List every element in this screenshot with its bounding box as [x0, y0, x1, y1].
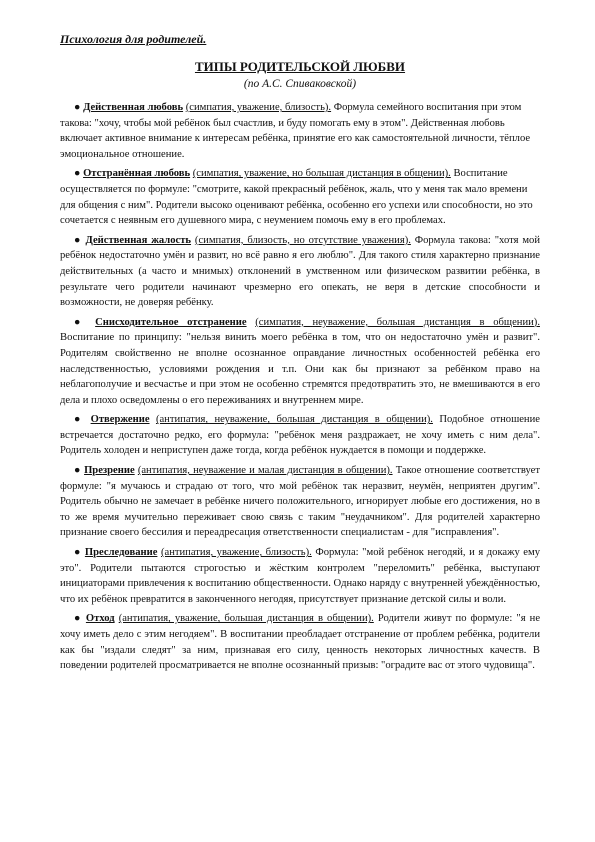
love-type-text: Формула: "мой ребёнок негодяй, и я докажу ему это". Родители пытаются строгостью и жёстким контролем "переломить" ребёнка, выступают инициаторами привлечения к воспитанию общественности. Однако наряду с внутренней убеждённостью, что их ребёнок превратится в законченного негодяя, присутствует признание детской силы и воли.	[60, 547, 541, 605]
love-type-item-6	[60, 463, 540, 541]
bullet-icon: ●	[74, 168, 81, 180]
love-type-descriptor: (антипатия, неуважение и малая дистанция в общении).	[137, 465, 393, 477]
love-type-item-8	[60, 611, 540, 673]
love-type-term: Действенная жалость	[85, 234, 192, 246]
love-type-text: Воспитание по принципу: "нельзя винить моего ребёнка в том, что он недостаточно умён и развит". Родителям свойственно не вполне осознанное оправдание личностных особенностей ребёнка его наследственностью, условиями рождения и т.п. Они как бы признают за ребёнком право на неблагополучие и весчастье и при этом не особенно стремятся предотвратить это, не вмешиваются в его дела и плохо осведомлены о его переживаниях и внутреннем мире.	[60, 332, 540, 406]
love-type-term: Отвержение	[90, 414, 150, 426]
love-type-text: Формула семейного воспитания при этом такова: "хочу, чтобы мой ребёнок был счастлив, и буду помогать ему в этом". Действенная любовь включает активное внимание к интересам ребёнка, принятие его как самостоятельной личности, тёплое эмоциональное отношение.	[60, 102, 531, 160]
love-type-descriptor: (симпатия, близость, но отсутствие уважения).	[194, 234, 411, 246]
love-type-item-5	[60, 412, 540, 459]
bullet-icon: ●	[74, 316, 87, 328]
love-type-descriptor: (антипатия, уважение, большая дистанция в общении).	[118, 613, 374, 625]
love-type-term: Действенная любовь	[83, 102, 184, 113]
love-type-term: Презрение	[84, 465, 135, 477]
love-type-item-3	[60, 233, 540, 311]
document-page	[60, 32, 540, 678]
love-type-term: Снисходительное отстранение	[95, 316, 247, 328]
bullet-icon: ●	[74, 465, 81, 477]
love-type-descriptor: (симпатия, неуважение, большая дистанция в общении).	[255, 316, 540, 328]
love-type-item-2	[60, 166, 540, 228]
bullet-icon: ●	[74, 234, 82, 246]
love-type-descriptor: (антипатия, неуважение, большая дистанция в общении).	[155, 414, 433, 426]
love-type-descriptor: (симпатия, уважение, но большая дистанция в общении).	[192, 168, 451, 180]
bullet-icon: ●	[74, 102, 81, 113]
love-type-text: Такое отношение соответствует формуле: "я мучаюсь и страдаю от того, что мой ребёнок так неразвит, неумён, неприятен другим". Родитель обычно не замечает в ребёнке ничего положительного, игнорирует любые его достижения, но в то же время мучительно переживает свою связь с таким "неудачником". Для родителей характерно признание своего бессилия и переадресация ответственности специалистам - для "исправления".	[60, 465, 540, 539]
love-type-text: Родители живут по формуле: "я не хочу иметь дело с этим негодяем". В воспитании преобладает отстранение от проблем ребёнка, родители как бы "издали следят" за ним, признавая его силу, ценность некоторых личностных качеств. В поведении родителей просматривается не вполне осознанный призыв: "оградите вас от этого чудовища".	[60, 613, 541, 672]
love-type-term: Отход	[85, 613, 115, 625]
document-title: ТИПЫ РОДИТЕЛЬСКОЙ ЛЮБВИ	[194, 59, 406, 74]
love-type-descriptor: (антипатия, уважение, близость).	[160, 547, 312, 559]
love-type-descriptor: (симпатия, уважение, близость).	[185, 102, 332, 113]
document-subtitle: (по А.С. Спиваковской)	[243, 78, 357, 90]
love-type-item-1	[60, 100, 540, 162]
love-type-text: Воспитание осуществляется по формуле: "смотрите, какой прекрасный ребёнок, жаль, что у меня так мало времени для общения с ним". Родители высоко оценивают ребёнка, особенно его успехи или способности, но это сочетается с неявным его душевного мира, с неумением помочь ему в его проблемах.	[60, 168, 533, 227]
love-type-text: Подобное отношение встречается достаточно редко, его формула: "ребёнок меня раздражает, не хочу иметь с ним дела". Родитель холоден и неприступен даже тогда, когда ребёнок нуждается в помощи и поддержке.	[60, 414, 540, 457]
bullet-icon: ●	[74, 414, 85, 426]
bullet-icon: ●	[74, 547, 82, 559]
love-type-item-7	[60, 545, 540, 607]
love-type-term: Преследование	[84, 547, 158, 559]
bullet-icon: ●	[74, 613, 82, 625]
document-header: Психология для родителей.	[60, 32, 207, 46]
love-type-item-4	[60, 315, 540, 409]
love-type-term: Отстранённая любовь	[83, 168, 191, 180]
love-type-text: Формула такова: "хотя мой ребёнок недостаточно умён и развит, но всё равно я его люблю". Для такого стиля характерно признание действительных (а часто и мнимых) отклонений в умственном или физическом развитии ребёнка, в результате чего родители начинают чрезмерно его опекать, не веря в детские способности и возможности, не доверяя ребёнку.	[60, 234, 541, 309]
